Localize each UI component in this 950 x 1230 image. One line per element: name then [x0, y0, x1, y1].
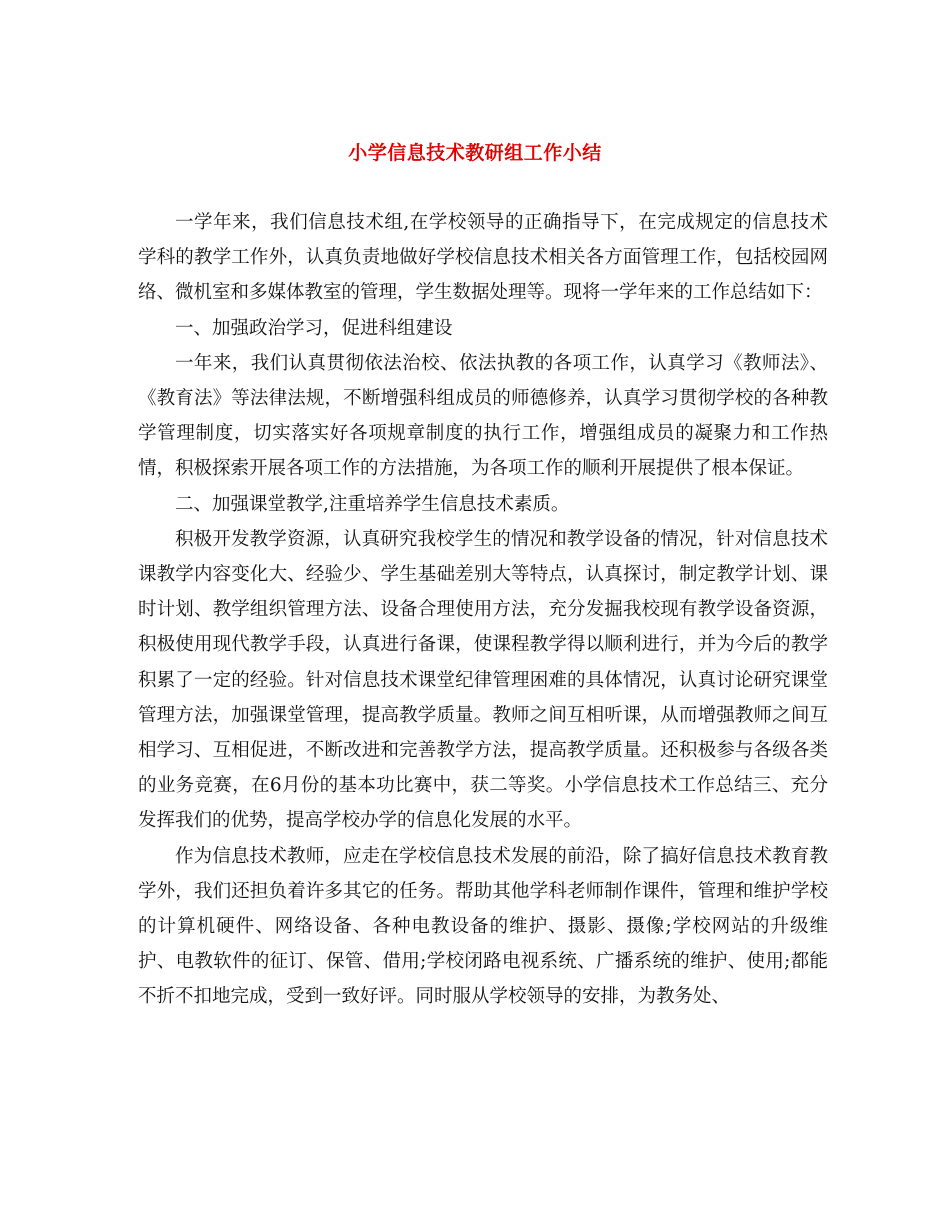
document-title: 小学信息技术教研组工作小结	[348, 142, 602, 164]
section-3-paragraph: 作为信息技术教师，应走在学校信息技术发展的前沿，除了搞好信息技术教育教学外，我们还担负着许多其它的任务。帮助其他学科老师制作课件，管理和维护学校的计算机硬件、网络设备、各种电教设备的维护、摄影、摄像;学校网站的升级维护、电教软件的征订、保管、借用;学校闭路电视系统、广播系统的维护、使用;都能不折不扣地完成，受到一致好评。同时服从学校领导的安排，为教务处、	[138, 845, 828, 1008]
section-heading-2: 二、加强课堂教学,注重培养学生信息技术素质。	[175, 493, 570, 515]
intro-paragraph: 一学年来，我们信息技术组,在学校领导的正确指导下，在完成规定的信息技术学科的教学工作外，认真负责地做好学校信息技术相关各方面管理工作，包括校园网络、微机室和多媒体教室的管理，学生数据处理等。现将一学年来的工作总结如下：	[138, 212, 828, 304]
document-body	[138, 205, 828, 1015]
section-2-paragraph: 积极开发教学资源，认真研究我校学生的情况和教学设备的情况，针对信息技术课教学内容变化大、经验少、学生基础差别大等特点，认真探讨，制定教学计划、课时计划、教学组织管理方法、设备合理使用方法，充分发掘我校现有教学设备资源，积极使用现代教学手段，认真进行备课，使课程教学得以顺利进行，并为今后的教学积累了一定的经验。针对信息技术课堂纪律管理困难的具体情况，认真讨论研究课堂管理方法，加强课堂管理，提高教学质量。教师之间互相听课，从而增强教师之间互相学习、互相促进，不断改进和完善教学方法，提高教学质量。还积极参与各级各类的业务竞赛，在6月份的基本功比赛中，获二等奖。小学信息技术工作总结三、充分发挥我们的优势，提高学校办学的信息化发展的水平。	[138, 528, 828, 832]
section-1-paragraph: 一年来，我们认真贯彻依法治校、依法执教的各项工作，认真学习《教师法》、《教育法》等法律法规，不断增强科组成员的师德修养，认真学习贯彻学校的各种教学管理制度，切实落实好各项规章制度的执行工作，增强组成员的凝聚力和工作热情，积极探索开展各项工作的方法措施，为各项工作的顺利开展提供了根本保证。	[138, 352, 828, 480]
section-heading-1: 一、加强政治学习，促进科组建设	[175, 317, 453, 339]
